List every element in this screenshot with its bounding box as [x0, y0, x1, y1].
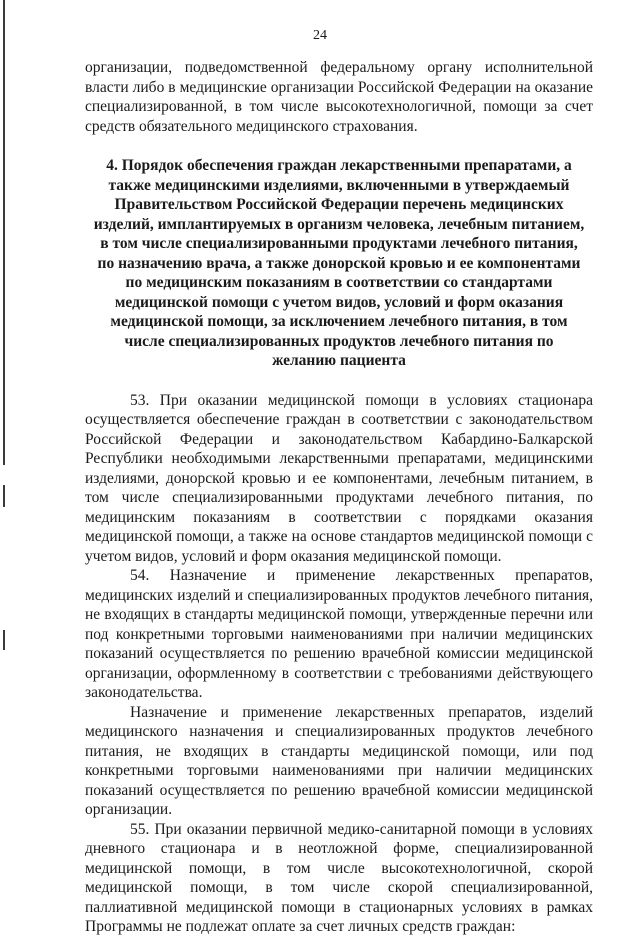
left-margin-mark: [3, 630, 5, 650]
left-margin-line: [3, 0, 5, 465]
document-body: [85, 58, 593, 937]
paragraph-53: 53. При оказании медицинской помощи в условиях стационара осуществляется обеспечение граждан в соответствии с законодательством Российской Федерации и законодательством Кабардино-Балкарской Республики необходимыми лекарственными препаратами, медицинскими изделиями, донорской кровью и ее компонентами, лечебным питанием, в том числе специализированными продуктами лечебного питания, по медицинским показаниям в соответствии с порядками оказания медицинской помощи, а также на основе стандартов медицинской помощи с учетом видов, условий и форм оказания медицинской помощи.: [85, 391, 593, 565]
left-margin-mark: [3, 485, 5, 507]
section-heading: 4. Порядок обеспечения граждан лекарственными препаратами, а также медицинскими изделиями, включенными в утверждаемый Правительством Российской Федерации перечень медицинских изделий, имплантируемых в организм человека, лечебным питанием, в том числе специализированными продуктами лечебного питания, по назначению врача, а также донорской кровью и ее компонентами по медицинским показаниям в соответствии со стандартами медицинской помощи с учетом видов, условий и форм оказания медицинской помощи, за исключением лечебного питания, в том числе специализированных продуктов лечебного питания по желанию пациента: [93, 157, 585, 369]
paragraph-54-continued: Назначение и применение лекарственных препаратов, изделий медицинского назначения и специализированных продуктов лечебного питания, не входящих в стандарты медицинской помощи, или под конкретными торговыми наименованиями при наличии медицинских показаний осуществляется по решению врачебной комиссии медицинской организации.: [85, 703, 593, 818]
paragraph-55: 55. При оказании первичной медико-санитарной помощи в условиях дневного стационара и в неотложной форме, специализированной медицинской помощи, в том числе высокотехнологичной, скорой медицинской помощи, в том числе скорой специализированной, паллиативной медицинской помощи в стационарных условиях в рамках Программы не подлежат оплате за счет личных средств граждан:: [85, 820, 593, 935]
page-number: 24: [313, 28, 327, 43]
paragraph-54: 54. Назначение и применение лекарственных препаратов, медицинских изделий и специализированных продуктов лечебного питания, не входящих в стандарты медицинской помощи, утвержденные перечни или под конкретными торговыми наименованиями при наличии медицинских показаний осуществляется по решению врачебной комиссии медицинской организации, оформленному в соответствии с требованиями действующего законодательства.: [85, 567, 593, 701]
paragraph-continuation: организации, подведомственной федеральному органу исполнительной власти либо в медицинские организации Российской Федерации на оказание специализированной, в том числе высокотехнологичной, помощи за счет средств обязательного медицинского страхования.: [85, 59, 593, 135]
